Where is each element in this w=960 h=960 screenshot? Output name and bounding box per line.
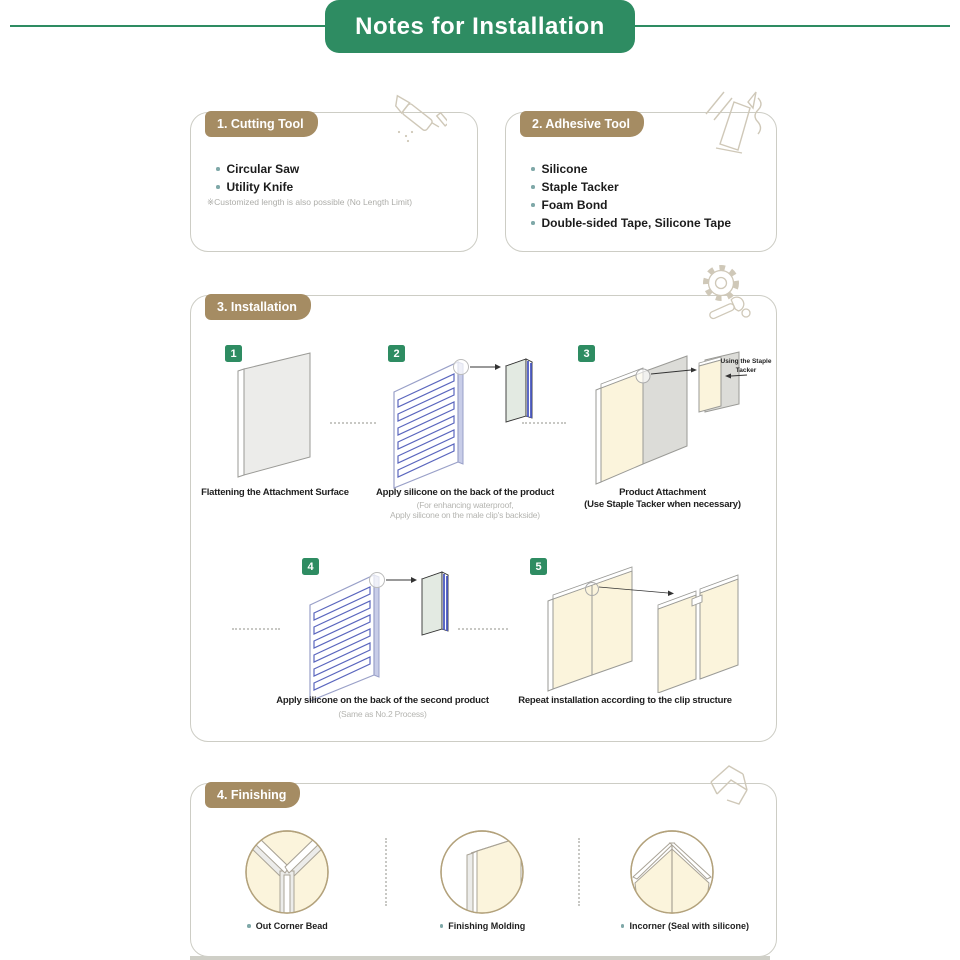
bullet-icon bbox=[531, 221, 535, 225]
list-item bbox=[531, 178, 731, 196]
bullet-icon bbox=[216, 167, 220, 171]
finishing-item-label: Finishing Molding bbox=[448, 921, 526, 931]
list-item-label: Utility Knife bbox=[226, 180, 294, 194]
cutting-tool-list bbox=[216, 160, 299, 196]
step-4-caption: Apply silicone on the back of the second product bbox=[276, 695, 489, 706]
adhesive-tool-list bbox=[531, 160, 731, 232]
list-item-label: Silicone bbox=[541, 162, 588, 176]
list-item bbox=[216, 178, 299, 196]
finishing-item-label: Out Corner Bead bbox=[255, 921, 328, 931]
bullet-icon bbox=[531, 167, 535, 171]
bullet-icon bbox=[216, 185, 220, 189]
bullet-icon bbox=[531, 203, 535, 207]
list-item-label: Double-sided Tape, Silicone Tape bbox=[541, 216, 732, 230]
step-5-caption: Repeat installation according to the clip structure bbox=[518, 695, 732, 706]
page-title-text: Notes for Installation bbox=[355, 12, 605, 40]
out-corner-bead-diagram bbox=[242, 827, 332, 917]
incorner-diagram bbox=[627, 827, 717, 917]
list-item-label: Circular Saw bbox=[226, 162, 300, 176]
bullet-icon bbox=[440, 924, 444, 928]
step-3-number: 3 bbox=[578, 345, 595, 362]
step-1-number: 1 bbox=[225, 345, 242, 362]
corner-bead-icon bbox=[703, 760, 755, 810]
separator-dotted bbox=[522, 422, 566, 424]
step-3-caption-2: (Use Staple Tacker when necessary) bbox=[584, 499, 741, 510]
separator-dotted bbox=[578, 838, 580, 906]
finishing-item-label: Incorner (Seal with silicone) bbox=[629, 921, 750, 931]
list-item-label: Foam Bond bbox=[541, 198, 608, 212]
list-item-label: Staple Tacker bbox=[541, 180, 619, 194]
separator-dotted bbox=[330, 422, 376, 424]
step-2-diagram bbox=[382, 350, 542, 490]
list-item bbox=[216, 160, 299, 178]
adhesive-tool-label: 2. Adhesive Tool bbox=[520, 111, 644, 137]
separator-dotted bbox=[385, 838, 387, 906]
finishing-molding-diagram bbox=[437, 827, 527, 917]
installation-label: 3. Installation bbox=[205, 294, 311, 320]
step-1-diagram bbox=[228, 348, 323, 478]
step-2-subcaption: (For enhancing waterproof, bbox=[416, 500, 514, 510]
utility-knife-icon bbox=[375, 88, 447, 150]
list-item bbox=[531, 160, 731, 178]
bullet-icon bbox=[531, 185, 535, 189]
step-4-subcaption: (Same as No.2 Process) bbox=[338, 709, 427, 719]
finishing-label: 4. Finishing bbox=[205, 782, 300, 808]
step-4-diagram bbox=[298, 563, 458, 703]
step-1-caption: Flattening the Attachment Surface bbox=[201, 487, 349, 498]
finishing-item bbox=[225, 921, 350, 931]
bullet-icon bbox=[621, 924, 625, 928]
step-5-number: 5 bbox=[530, 558, 547, 575]
step-3-caption: Product Attachment bbox=[619, 487, 706, 498]
step-3-annotation: Using the Staple Tacker bbox=[720, 358, 772, 374]
cutting-tool-label: 1. Cutting Tool bbox=[205, 111, 318, 137]
finishing-item bbox=[605, 921, 765, 931]
list-item bbox=[531, 214, 731, 232]
separator-dotted bbox=[458, 628, 508, 630]
separator-dotted bbox=[232, 628, 280, 630]
gear-wrench-icon bbox=[696, 263, 756, 321]
page-title bbox=[325, 0, 635, 53]
bottom-strip bbox=[190, 956, 770, 960]
bullet-icon bbox=[247, 924, 251, 928]
list-item bbox=[531, 196, 731, 214]
step-2-number: 2 bbox=[388, 345, 405, 362]
step-5-diagram bbox=[540, 563, 750, 693]
cutting-tool-note: ※Customized length is also possible (No Length Limit) bbox=[207, 197, 413, 207]
finishing-item bbox=[420, 921, 545, 931]
silicone-gun-icon bbox=[698, 86, 768, 154]
step-4-number: 4 bbox=[302, 558, 319, 575]
step-2-subcaption-2: Apply silicone on the male clip's backside) bbox=[390, 510, 540, 520]
step-2-caption: Apply silicone on the back of the product bbox=[375, 487, 555, 498]
